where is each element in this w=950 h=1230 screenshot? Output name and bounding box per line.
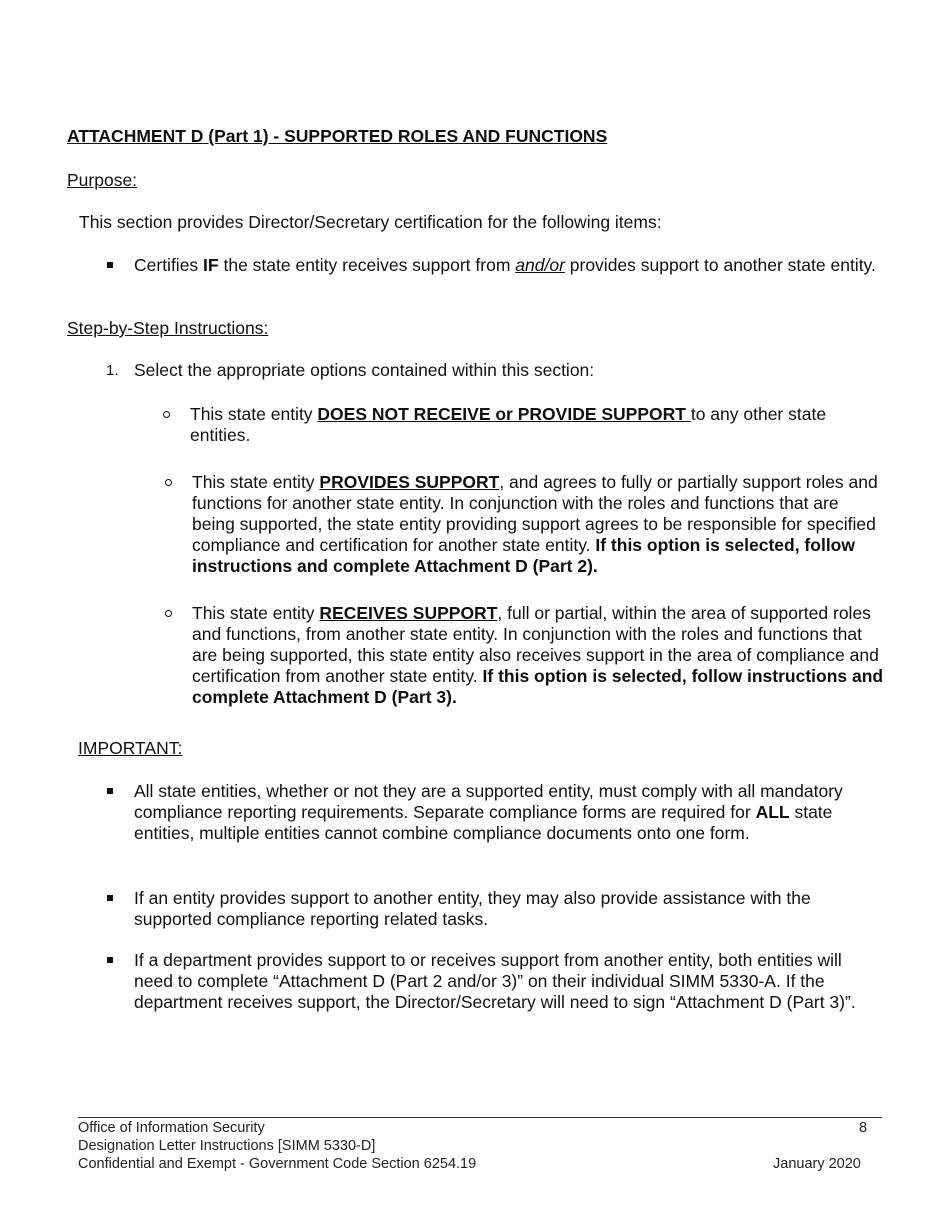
footer-confidential: Confidential and Exempt - Government Code Section 6254.19 xyxy=(78,1156,477,1172)
option-no-support: This state entity DOES NOT RECEIVE or PROVIDE SUPPORT to any other state entities. xyxy=(190,404,827,445)
footer-date: January 2020 xyxy=(773,1156,861,1172)
important-bullet-1: All state entities, whether or not they are a supported entity, must comply with all mandatory compliance reporting requirements. Separate compliance forms are required for ALL state entities, multiple entities cannot combine compliance documents onto one form. xyxy=(134,781,843,843)
option-circle-icon xyxy=(163,411,170,418)
option-circle-icon xyxy=(165,479,172,486)
option-circle-icon xyxy=(165,610,172,617)
purpose-bullet: Certifies IF the state entity receives support from and/or provides support to another state entity. xyxy=(134,255,876,275)
bullet-square-icon xyxy=(107,957,113,963)
footer-page-number: 8 xyxy=(859,1120,868,1136)
step-1-text: Select the appropriate options contained within this section: xyxy=(134,360,595,380)
option-receives-support: This state entity RECEIVES SUPPORT, full or partial, within the area of supported roles and functions, from another state entity. In conjunction with the roles and functions that are being supported, this state entity also receives support in the area of compliance and certification from another state entity. If this option is selected, follow instructions and complete Attachment D (Part 3). xyxy=(192,603,884,707)
footer-divider xyxy=(78,1117,882,1118)
purpose-label: Purpose: xyxy=(67,170,138,190)
purpose-intro: This section provides Director/Secretary certification for the following items: xyxy=(79,212,662,232)
footer-doc-name: Designation Letter Instructions [SIMM 5330-D] xyxy=(78,1138,376,1154)
bullet-square-icon xyxy=(107,262,113,268)
important-bullet-2: If an entity provides support to another entity, they may also provide assistance with the supported compliance reporting related tasks. xyxy=(134,888,811,929)
page-title: ATTACHMENT D (Part 1) - SUPPORTED ROLES AND FUNCTIONS xyxy=(67,126,608,146)
steps-label: Step-by-Step Instructions: xyxy=(67,318,269,338)
bullet-square-icon xyxy=(107,895,113,901)
footer-office: Office of Information Security xyxy=(78,1120,265,1136)
option-provides-support: This state entity PROVIDES SUPPORT, and agrees to fully or partially support roles and functions for another state entity. In conjunction with the roles and functions that are being supported, the state entity providing support agrees to be responsible for specified compliance and certification for another state entity. If this option is selected, follow instructions and complete Attachment D (Part 2). xyxy=(192,472,878,576)
step-number: 1. xyxy=(106,362,119,379)
important-bullet-3: If a department provides support to or receives support from another entity, both entities will need to complete “Attachment D (Part 2 and/or 3)” on their individual SIMM 5330-A. If the department receives support, the Director/Secretary will need to sign “Attachment D (Part 3)”. xyxy=(134,950,856,1012)
important-label: IMPORTANT: xyxy=(78,738,183,758)
bullet-square-icon xyxy=(107,788,113,794)
